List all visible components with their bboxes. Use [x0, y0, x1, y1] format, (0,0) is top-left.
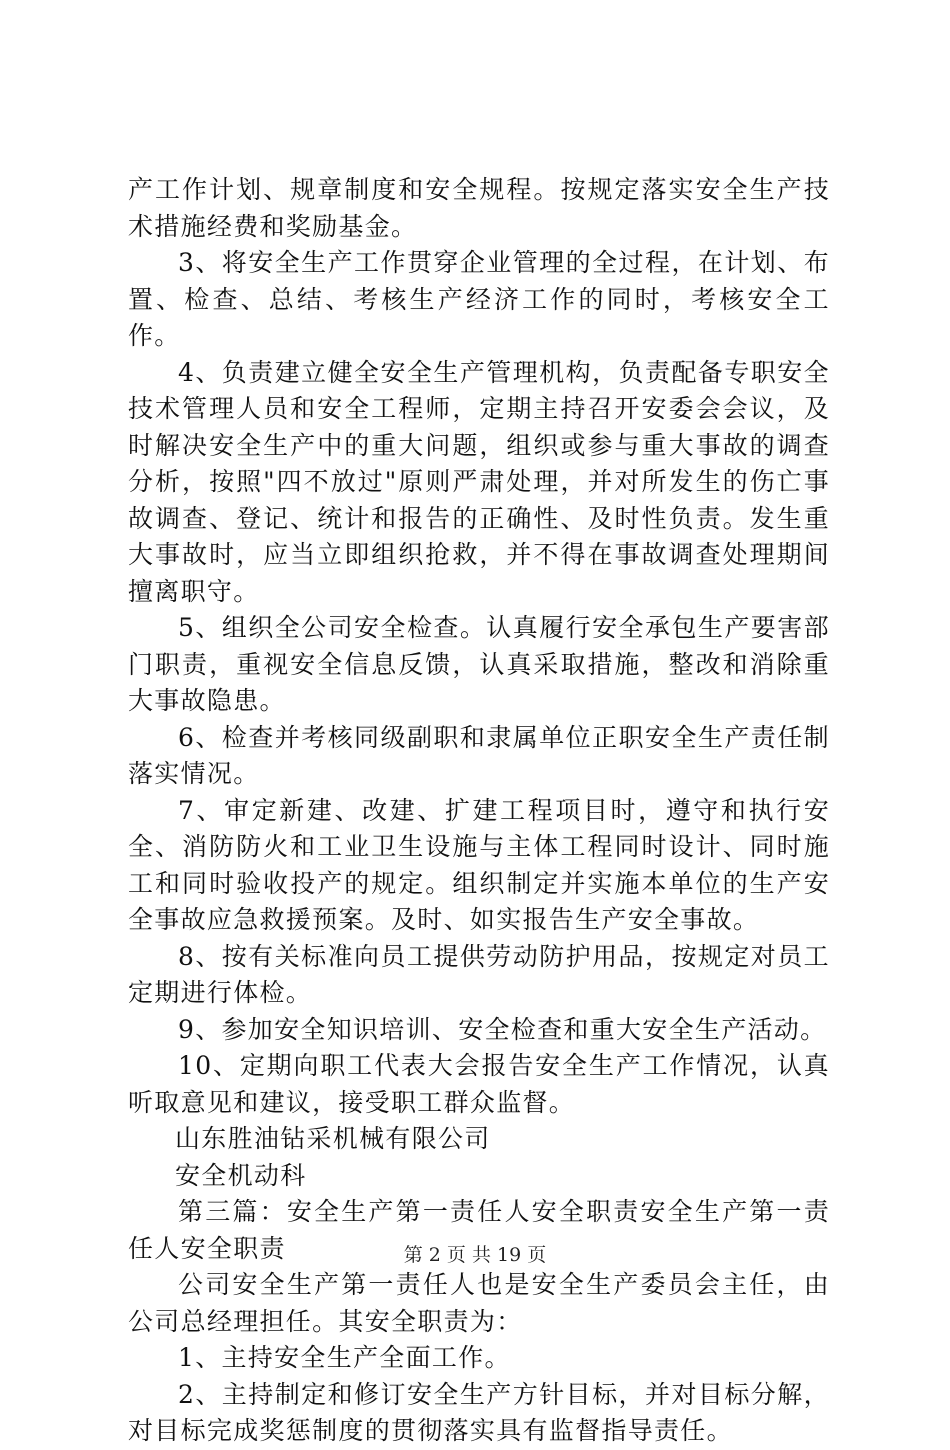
- section-heading: 第三篇：安全生产第一责任人安全职责安全生产第一责任人安全职责: [128, 1197, 830, 1263]
- paragraph-duty-2: 2、主持制定和修订安全生产方针目标，并对目标分解，对目标完成奖惩制度的贯彻落实具有监督指导责任。: [128, 1379, 830, 1445]
- paragraph-item-5: 5、组织全公司安全检查。认真履行安全承包生产要害部门职责，重视安全信息反馈，认真采取措施，整改和消除重大事故隐患。: [128, 613, 830, 715]
- paragraph-intro: 公司安全生产第一责任人也是安全生产委员会主任，由公司总经理担任。其安全职责为：: [128, 1270, 830, 1336]
- paragraph-item-10: 10、定期向职工代表大会报告安全生产工作情况，认真听取意见和建议，接受职工群众监督。: [128, 1051, 830, 1117]
- paragraph-duty-1: 1、主持安全生产全面工作。: [178, 1343, 511, 1372]
- page-footer: 第 2 页 共 19 页: [403, 1244, 547, 1266]
- paragraph-item-3: 3、将安全生产工作贯穿企业管理的全过程，在计划、布置、检查、总结、考核生产经济工作的同时，考核安全工作。: [128, 248, 830, 350]
- paragraph-continuation: 产工作计划、规章制度和安全规程。按规定落实安全生产技术措施经费和奖励基金。: [128, 175, 830, 241]
- paragraph-item-4: 4、负责建立健全安全生产管理机构，负责配备专职安全技术管理人员和安全工程师，定期主持召开安委会会议，及时解决安全生产中的重大问题，组织或参与重大事故的调查分析，按照"四不放过"原则严肃处理，并对所发生的伤亡事故调查、登记、统计和报告的正确性、及时性负责。发生重大事故时，应当立即组织抢救，并不得在事故调查处理期间擅离职守。: [128, 357, 830, 606]
- paragraph-item-7: 7、审定新建、改建、扩建工程项目时，遵守和执行安全、消防防火和工业卫生设施与主体工程同时设计、同时施工和同时验收投产的规定。组织制定并实施本单位的生产安全事故应急救援预案。及时、如实报告生产安全事故。: [128, 795, 830, 934]
- paragraph-item-8: 8、按有关标准向员工提供劳动防护用品，按规定对员工定期进行体检。: [128, 941, 830, 1007]
- signature-department: 安全机动科: [175, 1160, 307, 1190]
- paragraph-item-6: 6、检查并考核同级副职和隶属单位正职安全生产责任制落实情况。: [128, 722, 830, 788]
- signature-company: 山东胜油钻采机械有限公司: [175, 1124, 491, 1153]
- paragraph-item-9: 9、参加安全知识培训、安全检查和重大安全生产活动。: [178, 1014, 827, 1044]
